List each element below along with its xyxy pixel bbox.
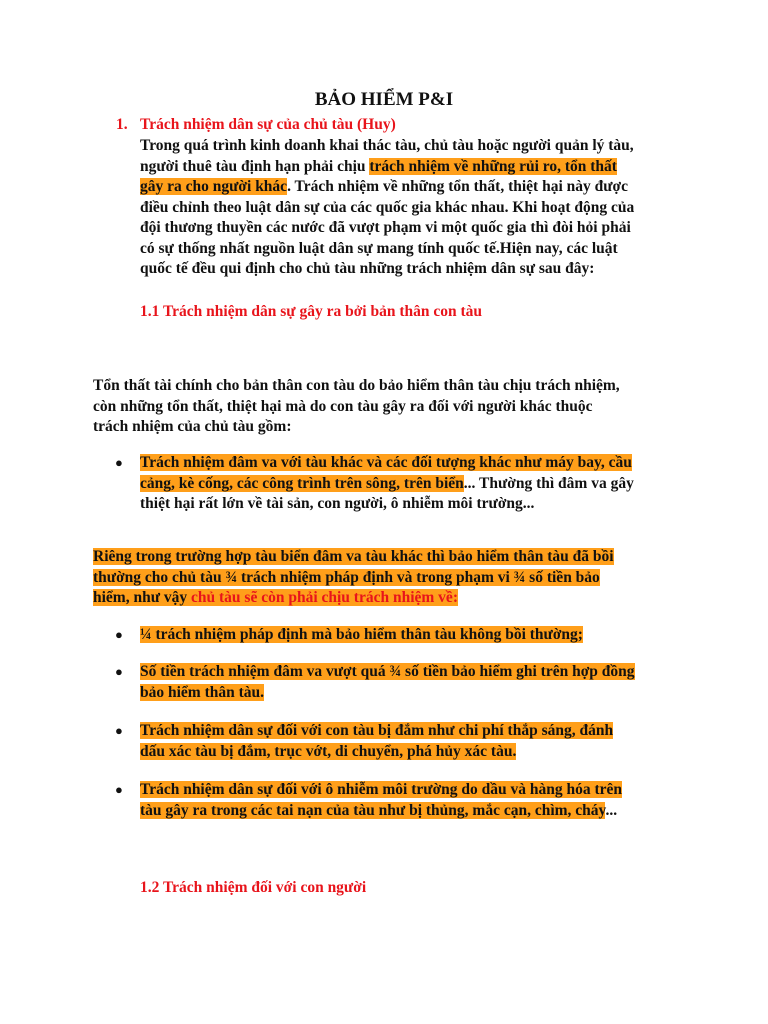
bullet-line [140, 683, 635, 704]
paragraph-line [93, 568, 614, 589]
highlighted-text: Trách nhiệm dân sự đối với con tàu bị đắm như chi phí thắp sáng, đánh [140, 722, 614, 739]
text-run: ... [605, 801, 618, 819]
bullet-marker: ● [115, 664, 123, 679]
paragraph-line [93, 547, 614, 568]
highlighted-text: Trách nhiệm đâm va với tàu khác và các đối tượng khác như máy bay, cầu [140, 454, 632, 471]
bullet-marker: ● [115, 782, 123, 797]
bullet-marker: ● [115, 723, 123, 738]
bullet-line [140, 801, 622, 822]
bullet-line: thiệt hại rất lớn về tài sản, con người, ô nhiễm môi trường... [140, 495, 535, 512]
text-run: người thuê tàu định hạn phải chịu [140, 157, 370, 175]
paragraph-line: Trong quá trình kinh doanh khai thác tàu, chủ tàu hoặc người quản lý tàu, [140, 137, 634, 154]
bullet-item [140, 780, 622, 821]
paragraph-line: trách nhiệm của chủ tàu gồm: [93, 418, 292, 435]
bullet-line [140, 780, 622, 801]
bullet-item [140, 721, 613, 762]
bullet-item [140, 662, 635, 703]
bullet-line [140, 474, 634, 495]
highlighted-text: Số tiền trách nhiệm đâm va vượt quá ¾ số tiền bảo hiểm ghi trên hợp đồng [140, 663, 635, 680]
bullet-marker: ● [115, 627, 123, 642]
bullet-line [140, 625, 583, 646]
paragraph-line: đội thương thuyền các nước đã vượt phạm vi một quốc gia thì đòi hỏi phải [140, 219, 631, 236]
text-run: . Trách nhiệm về những tổn thất, thiệt hại này được [287, 178, 629, 195]
bullet-line [140, 662, 635, 683]
text-run: ... Thường thì đâm va gây [463, 474, 634, 492]
paragraph-line [93, 588, 614, 609]
highlighted-paragraph [93, 547, 614, 609]
section-1-heading: Trách nhiệm dân sự của chủ tàu (Huy) [140, 116, 396, 133]
paragraph-line: Tổn thất tài chính cho bản thân con tàu do bảo hiểm thân tàu chịu trách nhiệm, [93, 377, 620, 394]
bullet-line [140, 742, 613, 763]
section-1-number: 1. [116, 116, 128, 133]
paragraph-line: còn những tổn thất, thiệt hại mà do con tàu gây ra đối với người khác thuộc [93, 397, 593, 415]
highlighted-text: cảng, kè cống, các công trình trên sông, trên biển [140, 474, 464, 492]
bullet-marker: ● [115, 455, 123, 470]
subsection-1-1-paragraph [93, 376, 620, 438]
highlighted-text: Trách nhiệm dân sự đối với ô nhiễm môi trường do dầu và hàng hóa trên [140, 781, 623, 798]
section-1-paragraph [140, 136, 634, 280]
bullet-item [140, 625, 583, 646]
highlighted-text: thường cho chủ tàu ¾ trách nhiệm pháp định và trong phạm vi ¾ số tiền bảo [93, 568, 600, 586]
bullet-line [140, 721, 613, 742]
document-title: BẢO HIỂM P&I [314, 89, 454, 110]
highlighted-text: Riêng trong trường hợp tàu biển đâm va tàu khác thì bảo hiểm thân tàu đã bồi [93, 548, 614, 565]
bullet-item [140, 453, 634, 515]
highlighted-text: bảo hiểm thân tàu. [140, 683, 265, 701]
highlighted-text: dấu xác tàu bị đắm, trục vớt, di chuyển, phá hủy xác tàu. [140, 742, 517, 760]
bullet-line [140, 453, 634, 474]
highlighted-text: tàu gây ra trong các tai nạn của tàu như bị thủng, mắc cạn, chìm, cháy [140, 801, 606, 819]
paragraph-line [140, 157, 634, 178]
highlighted-text: ¼ trách nhiệm pháp định mà bảo hiểm thân tàu không bồi thường; [140, 626, 583, 643]
subsection-1-2-heading: 1.2 Trách nhiệm đối với con người [140, 879, 367, 896]
highlighted-text: gây ra cho người khác [140, 178, 288, 195]
subsection-1-1-heading: 1.1 Trách nhiệm dân sự gây ra bởi bản thân con tàu [140, 303, 483, 320]
paragraph-line: có sự thống nhất nguồn luật dân sự mang tính quốc tế.Hiện nay, các luật [140, 239, 618, 257]
paragraph-line [140, 177, 634, 198]
paragraph-line: quốc tế đều qui định cho chủ tàu những trách nhiệm dân sự sau đây: [140, 260, 595, 277]
paragraph-line: điều chỉnh theo luật dân sự của các quốc gia khác nhau. Khi hoạt động của [140, 198, 635, 216]
highlighted-red-text: chủ tàu sẽ còn phải chịu trách nhiệm về: [191, 589, 458, 606]
highlighted-text: hiểm, như vậy [93, 589, 192, 606]
highlighted-text: trách nhiệm về những rủi ro, tổn thất [369, 157, 617, 175]
